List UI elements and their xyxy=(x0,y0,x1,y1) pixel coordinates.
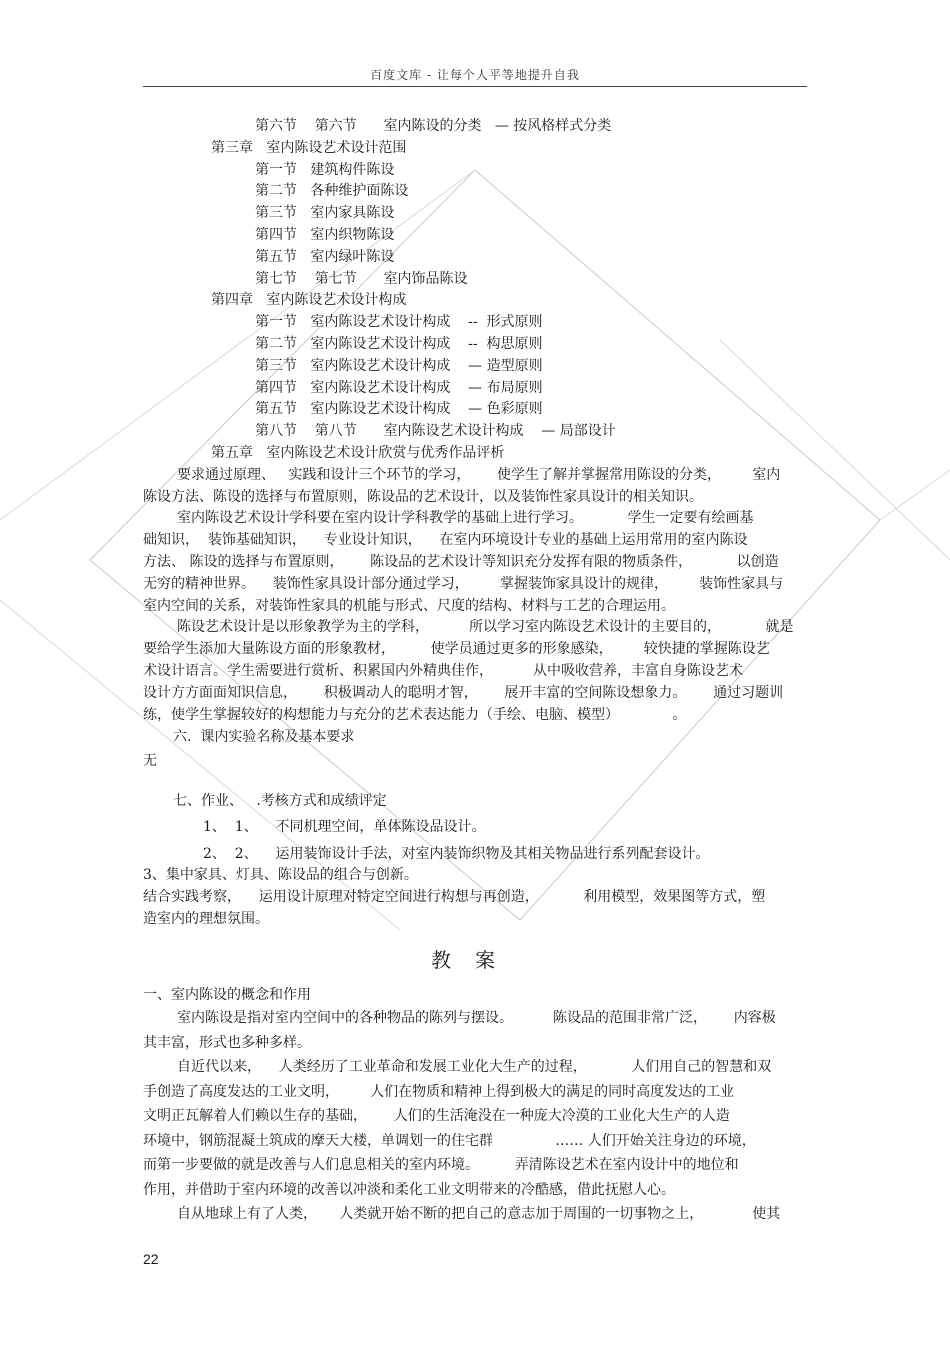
toc-line: 第五节 室内绿叶陈设 xyxy=(255,248,395,265)
section-heading: 七、作业、 .考核方式和成绩评定 xyxy=(173,792,387,809)
toc-line: 第六节 第六节 室内陈设的分类 — 按风格样式分类 xyxy=(255,118,612,134)
section-content: 无 xyxy=(143,753,157,770)
list-item: 1、 1、 不同机理空间，单体陈设品设计。 xyxy=(203,818,486,835)
paragraph-line: 结合实践考察， 运用设计原理对特定空间进行构想与再创造， 利用模型，效果图等方式，塑 xyxy=(143,889,766,906)
paragraph-line: 练，使学生掌握较好的构想能力与充分的艺术表达能力（手绘、电脑、模型） 。 xyxy=(143,706,687,723)
toc-line: 第七节 第七节 室内饰品陈设 xyxy=(255,270,468,287)
paragraph-line: 而第一步要做的就是改善与人们息息相关的室内环境。 弄清陈设艺术在室内设计中的地位和 xyxy=(143,1157,739,1174)
paragraph-line: 室内空间的关系，对装饰性家具的机能与形式、尺度的结构、材料与工艺的合理运用。 xyxy=(143,597,675,614)
list-item: 2、 2、 运用装饰设计手法，对室内装饰织物及其相关物品进行系列配套设计。 xyxy=(203,845,710,862)
paragraph-line: 要给学生添加大量陈设方面的形象教材， 使学员通过更多的形象感染， 较快捷的掌握陈设艺 xyxy=(143,641,770,658)
header-rule xyxy=(143,86,807,87)
section-heading: 六. 课内实验名称及基本要求 xyxy=(173,729,355,746)
paragraph-line: 室内陈设是指对室内空间中的各种物品的陈列与摆设。 陈设品的范围非常广泛， 内容极 xyxy=(177,1010,776,1027)
toc-line: 第八节 第八节 室内陈设艺术设计构成 — 局部设计 xyxy=(255,423,616,440)
toc-chapter: 第三章 室内陈设艺术设计范围 xyxy=(211,139,407,156)
course-description xyxy=(143,465,807,727)
paragraph-line: 术设计语言。学生需要进行赏析、积累国内外精典佳作， 从中吸收营养，丰富自身陈设艺术 xyxy=(143,662,744,679)
paragraph-line: 室内陈设艺术设计学科要在室内设计学科教学的基础上进行学习。 学生一定要有绘画基 xyxy=(177,510,754,527)
toc-line: 第三节 室内陈设艺术设计构成 — 造型原则 xyxy=(255,357,543,374)
toc-line: 第三节 室内家具陈设 xyxy=(255,205,395,222)
toc-line: 第二节 室内陈设艺术设计构成 -- 构思原则 xyxy=(255,335,543,352)
paragraph-line: 础知识， 装饰基础知识， 专业设计知识， 在室内环境设计专业的基础上运用常用的室内陈设 xyxy=(143,532,748,549)
paragraph-line: 作用，并借助于室内环境的改善以冲淡和柔化工业文明带来的冷酷感，借此抚慰人心。 xyxy=(143,1181,675,1198)
section-heading: 一、室内陈设的概念和作用 xyxy=(143,986,311,1003)
toc-line: 第一节 室内陈设艺术设计构成 -- 形式原则 xyxy=(255,314,543,331)
toc-chapter: 第五章 室内陈设艺术设计欣赏与优秀作品评析 xyxy=(211,444,505,461)
paragraph-line: 自从地球上有了人类， 人类就开始不断的把自己的意志加于周围的一切事物之上， 使其 xyxy=(177,1206,781,1223)
paragraph-line: 环境中，钢筋混凝土筑成的摩天大楼，单调划一的住宅群 …… 人们开始关注身边的环境， xyxy=(143,1132,756,1149)
toc-chapter: 第四章 室内陈设艺术设计构成 xyxy=(211,292,407,309)
page-header: 百度文库 - 让每个人平等地提升自我 xyxy=(370,68,580,82)
paragraph-line: 其丰富，形式也多种多样。 xyxy=(143,1034,311,1051)
paragraph-line: 造室内的理想氛围。 xyxy=(143,910,269,927)
paragraph-line: 方法、 陈设的选择与布置原则， 陈设品的艺术设计等知识充分发挥有限的物质条件， 以创造 xyxy=(143,553,779,570)
paragraph-line: 陈设艺术设计是以形象教学为主的学科， 所以学习室内陈设艺术设计的主要目的， 就是 xyxy=(177,619,794,636)
toc-line: 第一节 建筑构件陈设 xyxy=(255,161,395,178)
lesson-body xyxy=(143,1006,807,1227)
paragraph-line: 要求通过原理、 实践和设计三个环节的学习， 使学生了解并掌握常用陈设的分类， 室内 xyxy=(177,466,781,483)
paragraph-line: 文明正瓦解着人们赖以生存的基础， 人们的生活淹没在一种庞大冷漠的工业化大生产的人造 xyxy=(143,1108,730,1125)
paragraph-line: 无穷的精神世界。 装饰性家具设计部分通过学习， 掌握装饰家具设计的规律， 装饰性家具与 xyxy=(143,575,784,592)
toc-line: 第四节 室内陈设艺术设计构成 — 布局原则 xyxy=(255,379,543,396)
toc-line: 第二节 各种维护面陈设 xyxy=(255,183,409,200)
document-body xyxy=(143,116,807,1227)
paragraph-line: 陈设方法、陈设的选择与布置原则，陈设品的艺术设计，以及装饰性家具设计的相关知识。 xyxy=(143,488,703,505)
page-number: 22 xyxy=(143,1251,159,1267)
paragraph-line: 设计方方面面知识信息， 积极调动人的聪明才智， 展开丰富的空间陈设想象力。 通过习题训 xyxy=(143,684,784,701)
toc-line: 第四节 室内织物陈设 xyxy=(255,226,395,243)
paragraph-line: 自近代以来， 人类经历了工业革命和发展工业化大生产的过程， 人们用自己的智慧和双 xyxy=(177,1059,772,1076)
lesson-title: 教案 xyxy=(431,947,519,972)
paragraph-line: 手创造了高度发达的工业文明， 人们在物质和精神上得到极大的满足的同时高度发达的工业 xyxy=(143,1083,735,1100)
table-of-contents xyxy=(143,116,807,465)
toc-line: 第五节 室内陈设艺术设计构成 — 色彩原则 xyxy=(255,401,543,418)
list-item: 3、集中家具、灯具、陈设品的组合与创新。 xyxy=(143,867,418,884)
